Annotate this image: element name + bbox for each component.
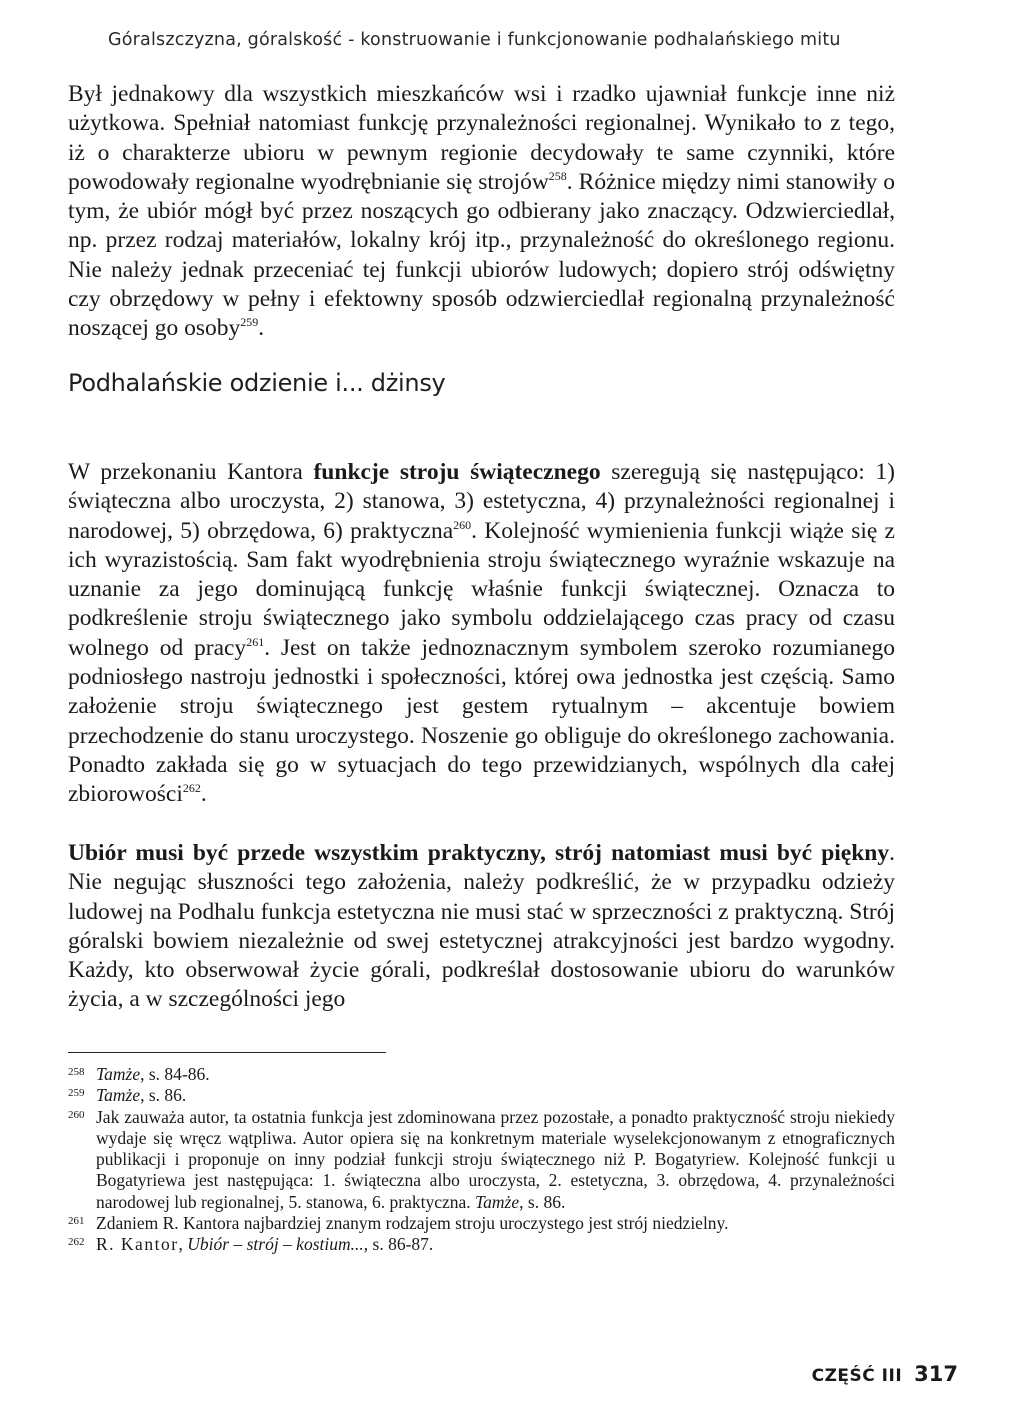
footnote-text — [96, 1213, 895, 1234]
footnote-ref-260[interactable]: 260 — [453, 517, 472, 532]
footnote-italic: Tamże — [475, 1191, 520, 1212]
footnote-ref-262[interactable]: 262 — [182, 781, 201, 796]
body-paragraph-2 — [68, 458, 895, 810]
paragraph-text: . — [258, 315, 265, 342]
running-header: Góralszczyzna, góralskość - konstruowanie i funkcjonowanie podhalańskiego mitu — [108, 30, 841, 50]
footnote-author: R. Kantor — [96, 1234, 179, 1255]
footnote-body: , — [178, 1234, 188, 1255]
footnote-text — [96, 1085, 895, 1106]
footnote-body: Zdaniem R. Kantora najbardziej znanym rodzajem stroju uroczystego jest strój niedzielny. — [96, 1213, 729, 1234]
bold-phrase: funkcje stroju świątecznego — [313, 459, 601, 485]
footnote-body: Jak zauważa autor, ta ostatnia funkcja jest zdominowana przez pozostałe, a ponadto praktyczność stroju niekiedy wydaje się wręcz wątpliwa. Autor opiera się na konkretnym materiale wyselekcjonowanym z etnograficznych publikacji i proponuje on inny podział funkcji stroju świątecznego niż P. Bogatyriew. Kolejność funkcji u Bogatyriewa jest następująca: 1. świąteczna albo uroczysta, 2. estetyczna, 3. obrzędowa, 4. przynależności narodowej lub regionalnej, 5. stanowa, 6. praktyczna. — [96, 1106, 895, 1212]
footnote-italic: Ubiór – strój – kostium... — [187, 1234, 364, 1255]
paragraph-text: . Jest on także jednoznacznym symbolem szeroko rozumianego podniosłego nastroju jednostki i społeczności, której owa jednostka jest częścią. Samo założenie stroju świątecznego jest gestem rytualnym – akcentuje bowiem przechodzenie do stanu uroczystego. Noszenie go obliguje do określonego zachowania. Ponadto zakłada się go w sytuacjach do tego przewidzianych, wspólnych dla całej zbiorowości — [68, 634, 895, 808]
page-number: 317 — [914, 1362, 958, 1386]
footnote-item — [68, 1213, 895, 1234]
footnote-italic: Tamże — [96, 1064, 141, 1084]
footnote-item — [68, 1064, 895, 1085]
paragraph-text: W przekonaniu Kantora — [68, 459, 314, 485]
paragraph-text: . — [200, 781, 207, 808]
footnote-number: 262 — [68, 1236, 85, 1249]
footnote-number: 259 — [68, 1087, 85, 1100]
body-paragraph-1 — [68, 80, 895, 344]
footnote-number: 261 — [68, 1215, 85, 1228]
footnote-ref-258[interactable]: 258 — [548, 169, 567, 184]
body-paragraph-3 — [68, 839, 895, 1015]
paragraph-text: . Nie negując słuszności tego założenia, należy podkreślić, że w przypadku odzieży ludowej na Podhalu funkcja estetyczna nie musi stać w sprzeczności z praktyczną. Strój góralski bowiem niezależnie od swej estetycznej atrakcyjności jest bardzo wygodny. Każdy, kto obserwował życie górali, podkreślał dostosowanie ubioru do warunków życia, a w szczególności jego — [68, 840, 895, 1013]
footnote-text — [96, 1064, 895, 1085]
footnote-text — [96, 1234, 895, 1255]
bold-phrase: Ubiór musi być przede wszystkim praktyczny, strój natomiast musi być piękny — [68, 840, 890, 866]
footnote-divider — [68, 1052, 386, 1053]
footnote-item — [68, 1234, 895, 1255]
footnote-item — [68, 1107, 895, 1213]
footnote-number: 258 — [68, 1066, 85, 1078]
part-label: CZĘŚĆ III — [811, 1366, 903, 1386]
footnote-text — [96, 1107, 895, 1213]
paragraph-text: . Różnice między nimi stanowiły o tym, że ubiór mógł być przez noszących go odbierany jako znaczący. Odzwierciedlał, np. przez rodzaj materiałów, lokalny krój itp., przynależność do określonego regionu. Nie należy jednak przeceniać tej funkcji ubiorów ludowych; dopiero strój odświętny czy obrzędowy w pełny i efektowny sposób odzwierciedlał regionalną przynależność noszącej go osoby — [68, 168, 896, 342]
page-footer — [812, 1362, 958, 1386]
footnote-body: , s. 86. — [519, 1191, 566, 1212]
section-heading: Podhalańskie odzienie i... dżinsy — [68, 369, 446, 397]
paragraph-text: . Kolejność wymienienia funkcji wiąże się z ich wyrazistością. Sam fakt wyodrębnienia stroju świątecznego wyraźnie wskazuje na uznanie za jego dominującą funkcję właśnie funkcji świątecznej. Oznacza to podkreślenie stroju świątecznego jako symbolu oddzielającego czas pracy od czasu wolnego od pracy — [68, 517, 895, 661]
footnotes-list — [68, 1064, 895, 1256]
footnote-italic: Tamże — [96, 1085, 141, 1106]
footnote-ref-261[interactable]: 261 — [246, 634, 265, 649]
footnote-body: , s. 86. — [140, 1085, 187, 1106]
footnote-item — [68, 1085, 895, 1106]
footnote-number: 260 — [68, 1108, 85, 1121]
footnote-body: , s. 86-87. — [363, 1234, 434, 1255]
paragraph-text: szeregują się następująco: 1) świąteczna albo uroczysta, 2) stanowa, 3) estetyczna, 4) przynależności regionalnej i narodowej, 5) obrzędowa, 6) praktyczna — [68, 459, 895, 544]
paragraph-text: Był jednakowy dla wszystkich mieszkańców wsi i rzadko ujawniał funkcje inne niż użytkowa. Spełniał natomiast funkcję przynależności regionalnej. Wynikało to z tego, iż o charakterze ubioru w pewnym regionie decydowały te same czynniki, które powodowały regionalne wyodrębnianie się strojów — [68, 81, 895, 195]
footnote-ref-259[interactable]: 259 — [240, 315, 259, 330]
footnote-body: , s. 84-86. — [140, 1064, 210, 1084]
